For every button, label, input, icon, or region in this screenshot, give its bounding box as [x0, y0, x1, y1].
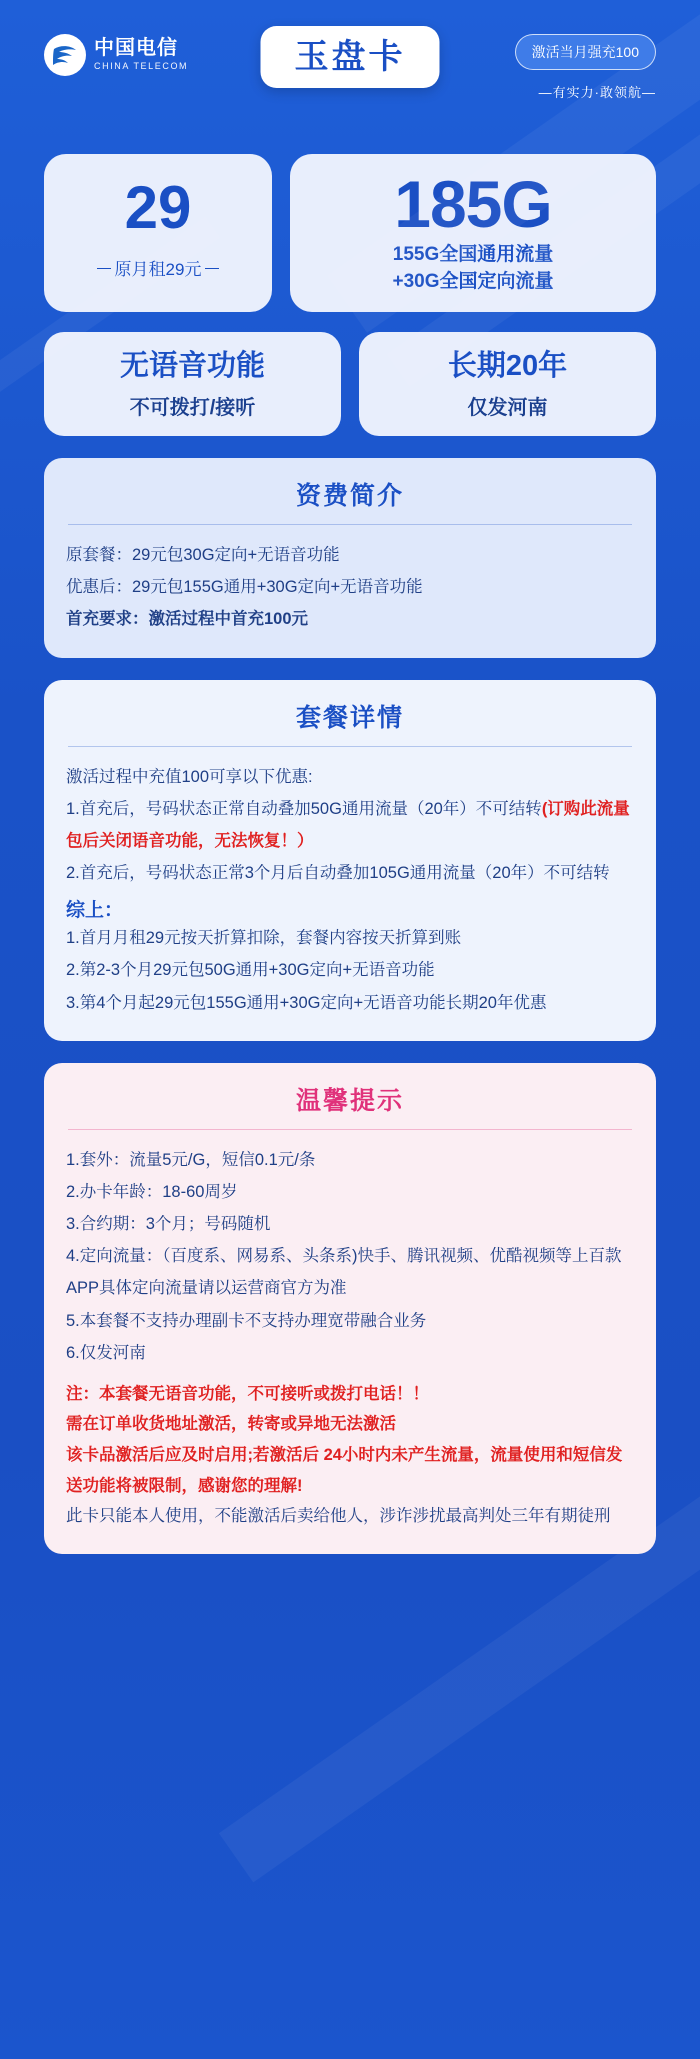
- data-total-value: 185G: [394, 167, 552, 241]
- data-card: [290, 154, 656, 312]
- summary-item: 1.首月月租29元按天折算扣除，套餐内容按天折算到账: [66, 929, 462, 948]
- section-title: 温馨提示: [295, 1086, 404, 1115]
- summary-title: 综上：: [66, 900, 124, 922]
- highlight-cards: [0, 150, 700, 312]
- fee-row-value: 29元包155G通用+30G定向+无语音功能: [132, 578, 423, 597]
- feature-title: 无语音功能: [119, 349, 265, 382]
- brand-name-en: CHINA TELECOM: [94, 61, 189, 72]
- brand-text: [94, 38, 188, 71]
- data-directional-label: +30G全国定向流量: [392, 271, 554, 293]
- tips-section: [44, 1063, 656, 1554]
- warning-item: 注：本套餐无语音功能，不可接听或拨打电话！！: [66, 1384, 429, 1403]
- poster-header: [0, 0, 700, 150]
- price-original-label: 原月租29元: [115, 255, 202, 280]
- tip-item-directional-text: 4.定向流量：（百度系、网易系、头条系)快手、腾讯视频、优酷视频等上百款APP: [66, 1247, 622, 1298]
- tip-item: 2.办卡年龄：18-60周岁: [66, 1182, 238, 1201]
- feature-title: 长期20年: [447, 349, 568, 382]
- summary-item: 2.第2-3个月29元包50G通用+30G定向+无语音功能: [66, 961, 435, 980]
- tip-item: 5.本套餐不支持办理副卡不支持办理宽带融合业务: [66, 1311, 427, 1330]
- brand-name-cn: 中国电信: [94, 37, 178, 60]
- detail-item-1-text: 1.首充后，号码状态正常自动叠加50G通用流量（20年）不可结转: [66, 799, 542, 818]
- divider: [68, 1129, 632, 1130]
- first-charge-requirement: 首充要求：激活过程中首充100元: [66, 610, 309, 629]
- fee-row-value: 29元包30G定向+无语音功能: [132, 546, 340, 565]
- china-telecom-logo-icon: [44, 34, 86, 76]
- tip-item: 1.套外：流量5元/G，短信0.1元/条: [66, 1150, 316, 1169]
- brand-block: [44, 26, 188, 76]
- detail-item-1: [66, 793, 634, 857]
- section-title: 套餐详情: [295, 703, 404, 732]
- plan-detail-section: [44, 680, 656, 1041]
- fee-section: [44, 458, 656, 658]
- feature-subtitle: 不可拨打/接听: [129, 397, 256, 420]
- price-value: 29: [124, 174, 192, 241]
- summary-item: 3.第4个月起29元包155G通用+30G定向+无语音功能长期20年优惠: [66, 993, 547, 1012]
- fee-row-key: 优惠后：: [66, 578, 132, 597]
- fee-row: [66, 571, 634, 603]
- brand-slogan: —有实力·敢领航—: [538, 85, 656, 100]
- data-general-label: 155G全国通用流量: [392, 243, 554, 265]
- detail-item-2: 2.首充后，号码状态正常3个月后自动叠加105G通用流量（20年）不可结转: [66, 864, 610, 883]
- legal-footer: 此卡只能本人使用，不能激活后卖给他人，涉诈涉扰最高判处三年有期徒刑: [66, 1507, 611, 1526]
- page-title: 玉盘卡: [294, 38, 406, 76]
- feature-card-voice: [44, 332, 341, 436]
- warning-item: 需在订单收货地址激活，转寄或异地无法激活: [66, 1415, 396, 1434]
- warning-block: [66, 1379, 634, 1532]
- price-card: [44, 154, 272, 312]
- feature-subtitle: 仅发河南: [467, 397, 548, 420]
- section-title: 资费简介: [295, 482, 404, 511]
- tip-item-directional-note: 具体定向流量请以运营商官方为准: [99, 1279, 347, 1298]
- feature-card-term: [359, 332, 656, 436]
- divider: [68, 746, 632, 747]
- tip-item: 3.合约期：3个月；号码随机: [66, 1215, 271, 1234]
- feature-cards: [0, 312, 700, 436]
- promo-badge: 激活当月强充100: [515, 34, 656, 70]
- product-title-pill: [261, 26, 440, 88]
- detail-item-1-warning: (订购此流量包后关闭语音功能，无法恢复！）: [66, 799, 630, 850]
- header-right-block: [515, 26, 656, 101]
- fee-row-key: 原套餐：: [66, 546, 132, 565]
- tip-item-directional: [66, 1240, 634, 1304]
- tip-item: 6.仅发河南: [66, 1343, 146, 1362]
- detail-intro: 激活过程中充值100可享以下优惠:: [66, 767, 313, 786]
- warning-item: 该卡品激活后应及时启用;若激活后 24小时内未产生流量，流量使用和短信发送功能将被限制，感谢您的理解!: [66, 1445, 623, 1495]
- divider: [68, 524, 632, 525]
- fee-row: [66, 539, 634, 571]
